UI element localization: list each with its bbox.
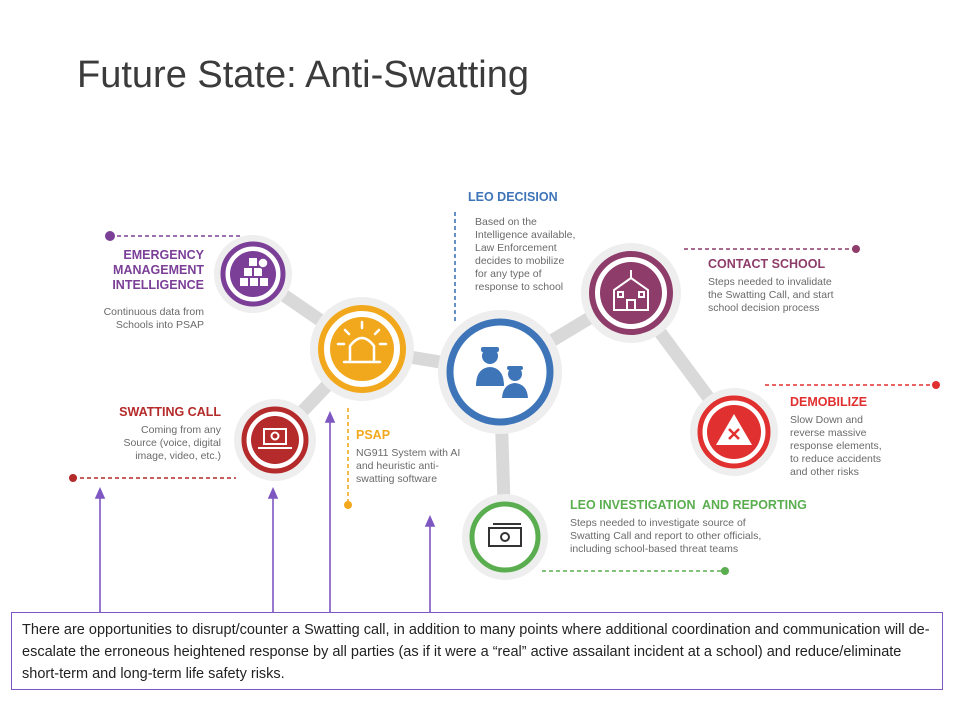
dot-emergency xyxy=(105,231,115,241)
desc-demobilize xyxy=(790,414,920,479)
desc-investigation-line-2: Swatting Call and report to other officials, xyxy=(570,530,762,542)
desc-emergency-line-1: Continuous data from xyxy=(103,306,204,318)
desc-school-line-3: school decision process xyxy=(708,302,820,314)
note-box xyxy=(11,612,943,690)
dot-school xyxy=(852,245,860,253)
desc-leo-decision xyxy=(475,216,605,294)
desc-swatting-line-2: Source (voice, digital xyxy=(123,437,221,449)
arrow-3-head xyxy=(326,413,334,422)
arrow-4-head xyxy=(426,517,434,526)
desc-emergency-line-2: Schools into PSAP xyxy=(115,319,204,331)
desc-leo-line-1: Based on the xyxy=(475,216,537,228)
node-swatting xyxy=(234,399,316,481)
desc-demobilize-line-3: response elements, xyxy=(790,440,882,452)
node-psap xyxy=(310,297,414,401)
desc-leo-line-6: response to school xyxy=(475,281,564,293)
desc-psap-line-3: swatting software xyxy=(356,473,438,485)
label-demobilize: DEMOBILIZE xyxy=(790,395,868,409)
label-psap: PSAP xyxy=(356,428,391,442)
label-swatting: SWATTING CALL xyxy=(119,405,221,419)
desc-demobilize-line-5: and other risks xyxy=(790,466,859,478)
desc-school-line-1: Steps needed to invalidate xyxy=(708,276,832,288)
label-leo-decision: LEO DECISION xyxy=(468,190,558,204)
desc-swatting-line-1: Coming from any xyxy=(141,424,221,436)
desc-leo-line-4: decides to mobilize xyxy=(475,255,565,267)
node-emergency xyxy=(214,235,292,313)
desc-leo-line-2: Intelligence available, xyxy=(475,229,576,241)
dot-swatting xyxy=(69,474,77,482)
desc-school-line-2: the Swatting Call, and start xyxy=(708,289,834,301)
desc-demobilize-line-1: Slow Down and xyxy=(790,414,863,426)
desc-psap xyxy=(356,447,486,486)
dot-investigation xyxy=(721,567,729,575)
desc-contact-school xyxy=(708,276,878,315)
desc-psap-line-2: and heuristic anti- xyxy=(356,460,439,472)
note-text: There are opportunities to disrupt/counter a Swatting call, in addition to many points where additional coordination and communication will de-escalate the erroneous heightened response by all parties (as if it were a “real” active assailant incident at a school) and reduce/eliminate short-term and long-term life safety risks. xyxy=(22,622,930,682)
node-leo-decision xyxy=(438,310,562,434)
dot-demobilize xyxy=(932,381,940,389)
desc-investigation xyxy=(570,517,830,556)
desc-investigation-line-3: including school-based threat teams xyxy=(570,543,739,555)
label-emergency xyxy=(88,248,204,293)
desc-leo-line-5: for any type of xyxy=(475,268,542,280)
desc-emergency xyxy=(70,306,204,332)
node-investigation xyxy=(462,494,548,580)
arrow-2-head xyxy=(269,489,277,498)
desc-swatting-line-3: image, video, etc.) xyxy=(135,450,221,462)
desc-investigation-line-1: Steps needed to investigate source of xyxy=(570,517,746,529)
label-emergency-line-2: MANAGEMENT xyxy=(113,263,204,277)
desc-demobilize-line-4: to reduce accidents xyxy=(790,453,882,465)
node-demobilize xyxy=(690,388,778,476)
dot-psap xyxy=(344,501,352,509)
label-emergency-line-1: EMERGENCY xyxy=(123,248,204,262)
slide-title: Future State: Anti-Swatting xyxy=(77,54,530,96)
desc-leo-line-3: Law Enforcement xyxy=(475,242,557,254)
label-emergency-line-3: INTELLIGENCE xyxy=(112,278,204,292)
arrow-1-head xyxy=(96,489,104,498)
label-contact-school: CONTACT SCHOOL xyxy=(708,257,826,271)
desc-swatting xyxy=(100,424,221,463)
desc-psap-line-1: NG911 System with AI xyxy=(356,447,461,459)
desc-demobilize-line-2: reverse massive xyxy=(790,427,867,439)
label-investigation: LEO INVESTIGATION AND REPORTING xyxy=(570,498,807,512)
